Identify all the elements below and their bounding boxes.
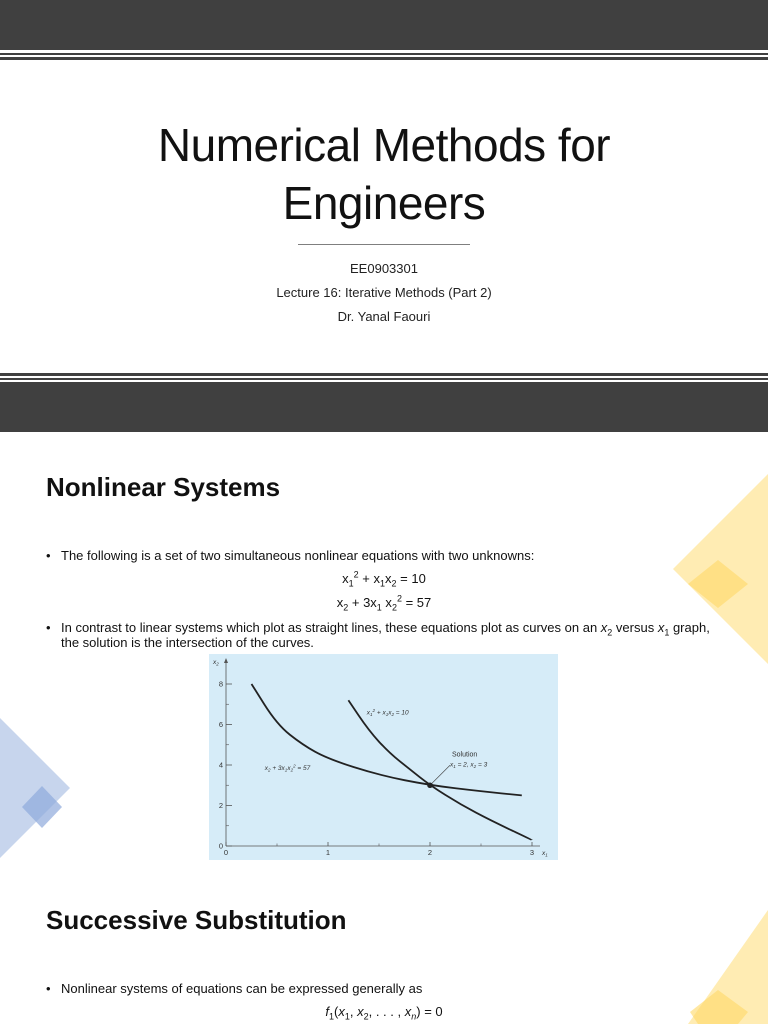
solution-point xyxy=(427,782,433,788)
lecture-title: Lecture 16: Iterative Methods (Part 2) xyxy=(276,285,492,300)
bottom-dark-band xyxy=(0,382,768,432)
equation-1: $x_1^2 + x_1x_2 = 10$ xyxy=(342,569,426,589)
chart-svg xyxy=(209,654,558,860)
course-code: EE0903301 xyxy=(350,261,418,276)
nonlinear-curves-graph xyxy=(209,654,558,860)
bottom-rule-thick xyxy=(0,373,768,376)
series-curve-2 xyxy=(348,700,532,840)
content-slide: Nonlinear Systems • The following is a set of two simultaneous nonlinear equations with two unknowns: $x_1^2 + x_1x_2 = 10$ $x_2 + 3x_1$ $x_2^2 = 57$ • In contrast to linear systems which plot as straight lines, these equations plot as curves on an $x_2$ versus $x_1$ graph, the solution is the intersection of the curves. 0 2 4 6 8 0 1 2 3 $x_2$ $x_1$ $x_2 + 3x_1x_2^2 = 57$ $x_1^2 + x_1x_2 = 10$ Solution $x_1 = 2$, $x_2 = 3$ Successive Substitution • Nonlinear systems of equations can be expressed generally as $f_1(x_1$, $x_2$, . . . , $x_n) = 0$ xyxy=(0,432,768,1024)
heading-nonlinear-systems: Nonlinear Systems xyxy=(46,472,281,502)
y-axis-arrow xyxy=(224,658,228,663)
solution-values: $x_1 = 2$, $x_2 = 3$ xyxy=(450,761,488,769)
series-curve-1 xyxy=(252,684,522,795)
x-tick-label: 2 xyxy=(427,848,433,857)
top-rule-thin xyxy=(0,53,768,55)
x-tick-label: 0 xyxy=(223,848,229,857)
title-divider xyxy=(298,244,470,245)
general-equation: $f_1(x_1$, $x_2$, . . . , $x_n) = 0$ xyxy=(325,1004,443,1022)
equation-2: $x_2 + 3x_1$ $x_2^2 = 57$ xyxy=(336,593,432,613)
title-slide xyxy=(0,0,768,432)
y-tick-label: 4 xyxy=(218,760,223,770)
series-label-2: $x_1^2 + x_1x_2 = 10$ xyxy=(366,707,409,717)
top-rule-thick xyxy=(0,57,768,60)
top-dark-band xyxy=(0,0,768,50)
bullet-dot: • xyxy=(46,548,51,563)
slide-title: Numerical Methods for Engineers xyxy=(157,119,611,229)
y-tick-label: 8 xyxy=(218,679,223,689)
solution-label: Solution xyxy=(452,751,478,759)
y-tick-label: 6 xyxy=(218,720,223,729)
y-axis-label: $x_2$ xyxy=(213,659,219,667)
bottom-rule-thin xyxy=(0,378,768,380)
heading-successive-substitution: Successive Substitution xyxy=(46,905,347,935)
y-tick-label: 2 xyxy=(218,801,223,810)
x-tick-label: 3 xyxy=(529,848,535,857)
bullet-dot: • xyxy=(46,620,51,635)
y-tick-label: 0 xyxy=(218,841,223,851)
series-label-1: $x_2 + 3x_1x_2^2 = 57$ xyxy=(264,763,311,773)
bullet-dot: • xyxy=(46,981,51,996)
instructor-name: Dr. Yanal Faouri xyxy=(337,309,431,324)
x-axis-label: $x_1$ xyxy=(542,850,548,858)
solution-leader-line xyxy=(432,765,450,783)
diamond-blue xyxy=(0,718,70,858)
x-tick-label: 1 xyxy=(325,848,331,857)
